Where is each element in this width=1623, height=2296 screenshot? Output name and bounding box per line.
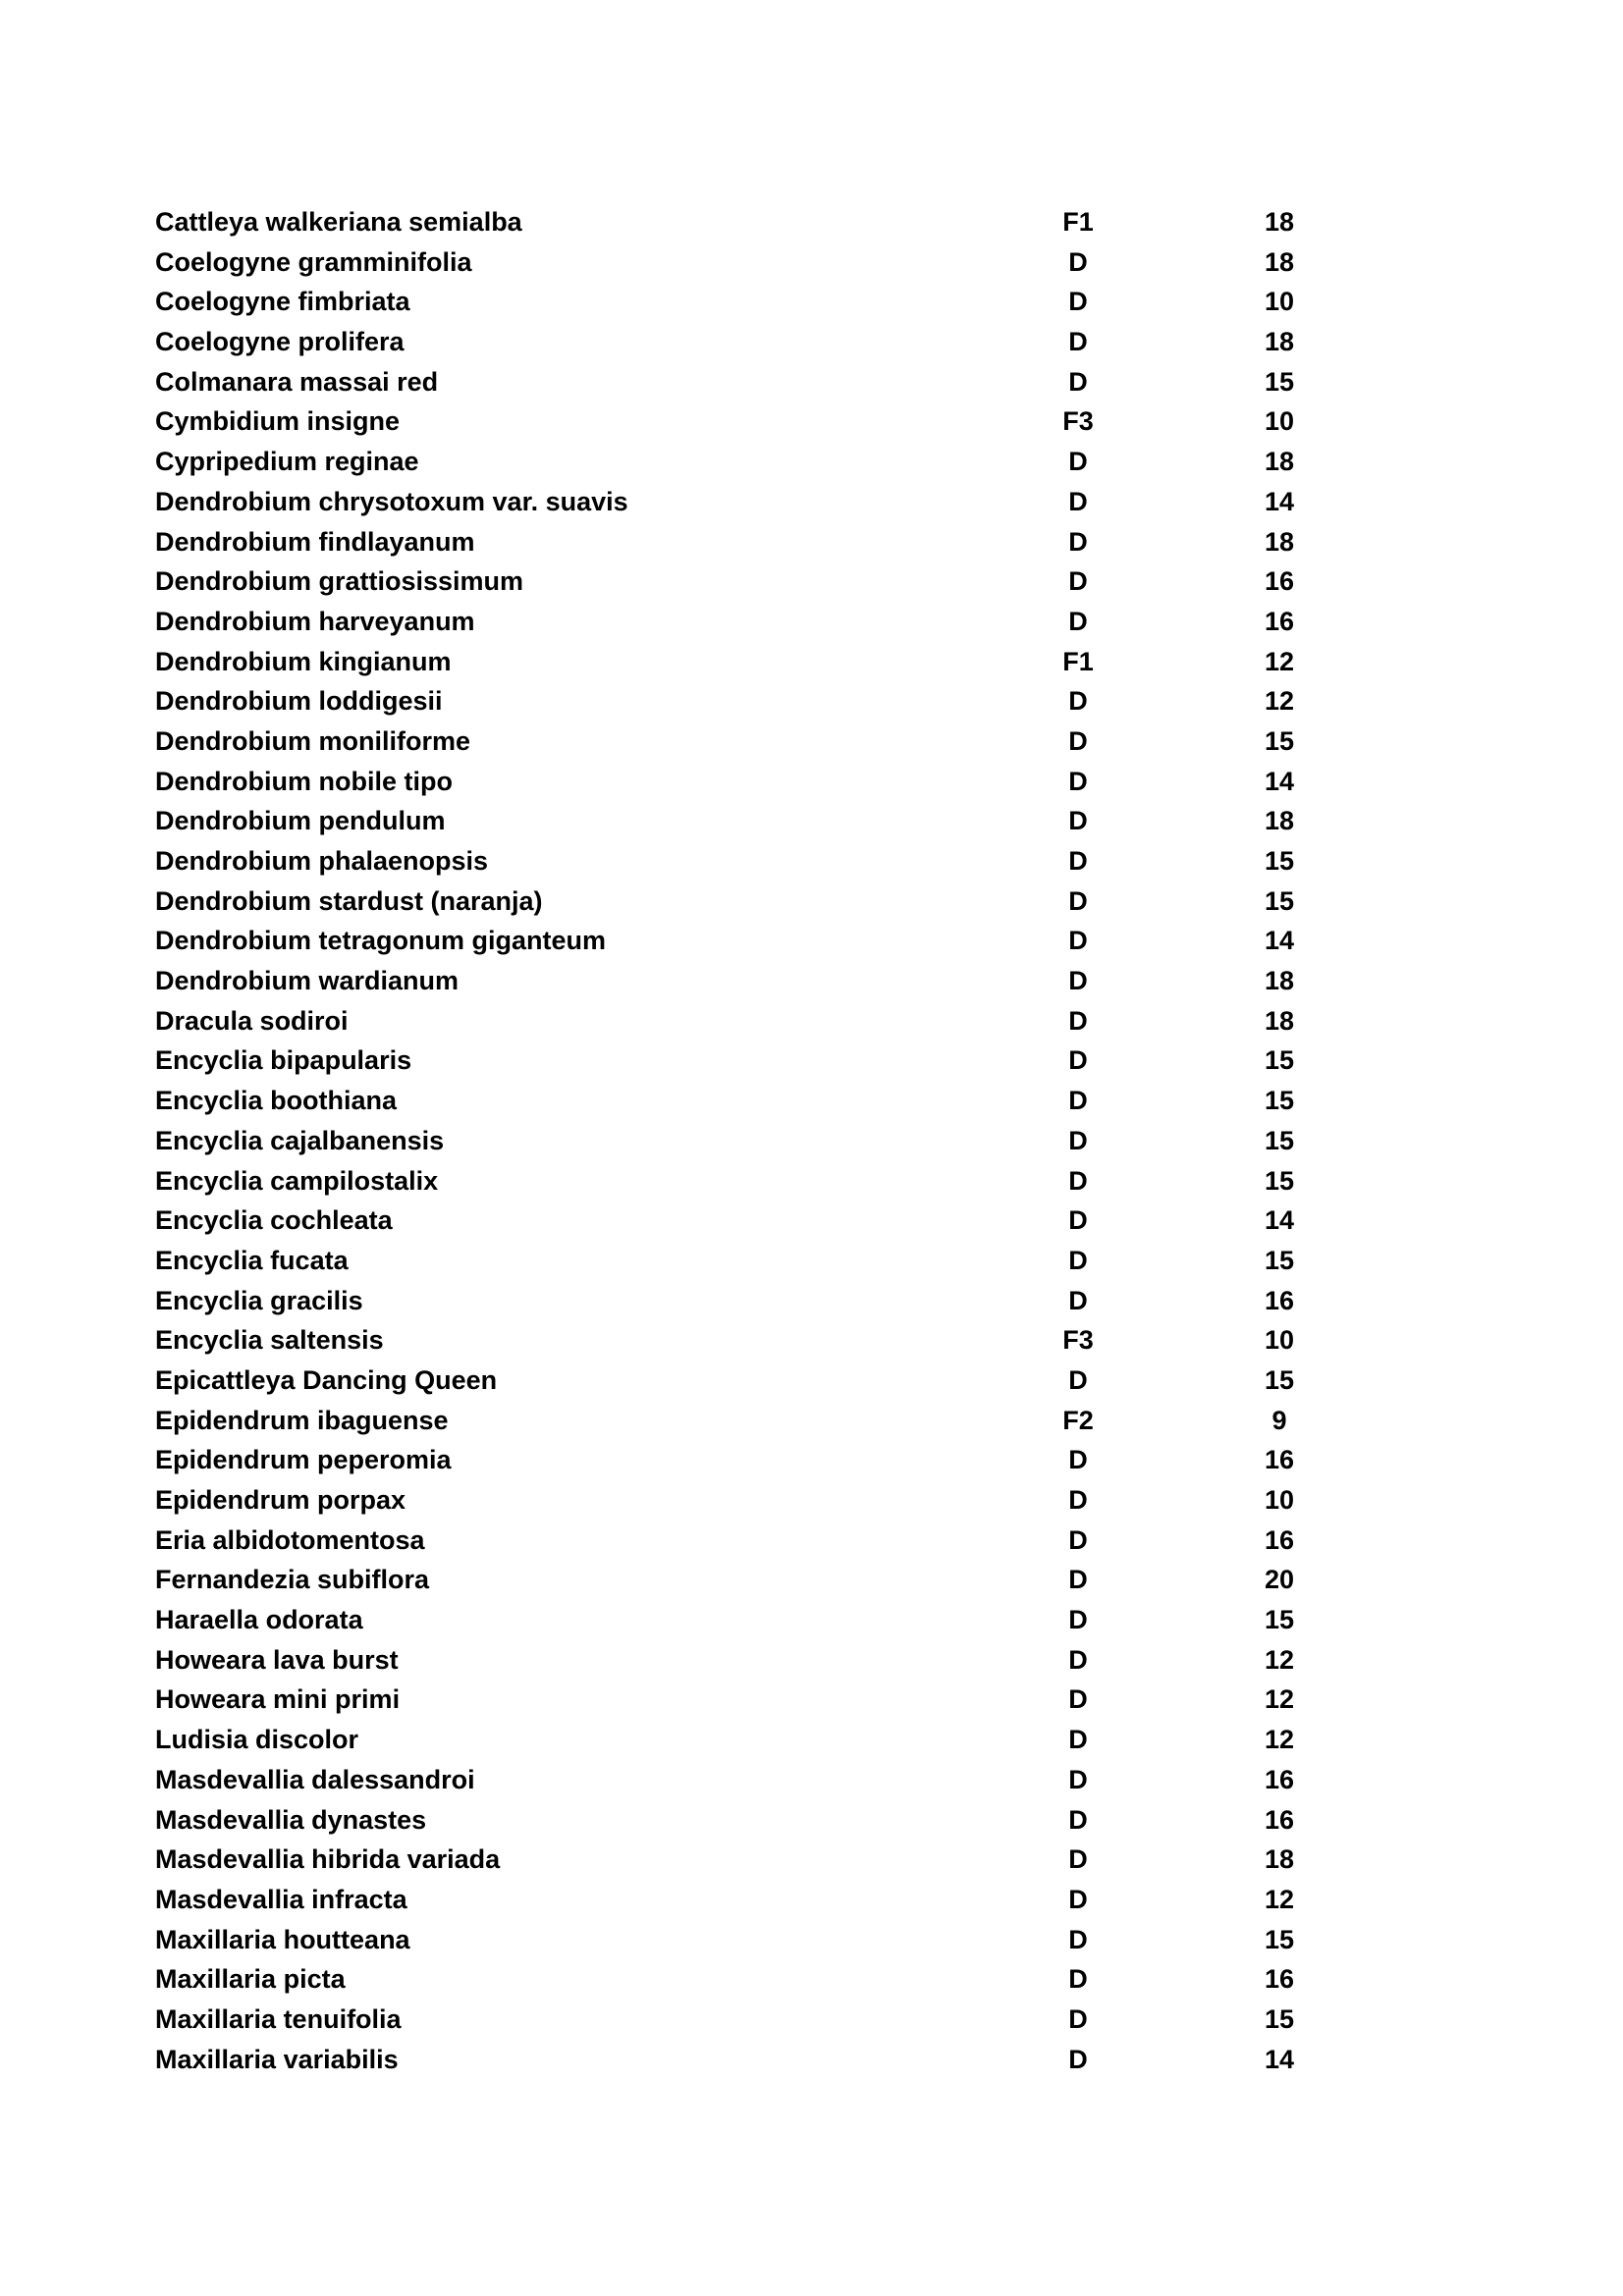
species-code: D: [1068, 1485, 1088, 1515]
species-code: D: [1068, 1684, 1088, 1715]
species-number: 10: [1264, 406, 1295, 437]
species-name: Encyclia gracilis: [155, 1285, 363, 1315]
species-name: Haraella odorata: [155, 1605, 363, 1635]
species-code: D: [1068, 1285, 1088, 1315]
table-row: [155, 2040, 1333, 2080]
species-number: 18: [1264, 1844, 1295, 1875]
species-code: D: [1068, 287, 1088, 317]
species-number: 18: [1264, 327, 1295, 357]
species-name: Howeara lava burst: [155, 1644, 399, 1675]
table-row: [155, 1361, 1333, 1401]
species-name: Encyclia cochleata: [155, 1205, 393, 1236]
table-row: [155, 1720, 1333, 1760]
species-name: Ludisia discolor: [155, 1725, 359, 1755]
species-name: Epidendrum ibaguense: [155, 1405, 449, 1435]
species-number: 16: [1264, 1524, 1295, 1555]
table-row: [155, 881, 1333, 922]
table-row: [155, 1959, 1333, 2000]
species-name: Fernandezia subiflora: [155, 1565, 430, 1595]
table-row: [155, 362, 1333, 402]
species-name: Masdevallia dynastes: [155, 1804, 427, 1835]
species-name: Dendrobium moniliforme: [155, 725, 471, 756]
species-name: Epidendrum peperomia: [155, 1445, 452, 1475]
species-name: Encyclia campilostalix: [155, 1165, 439, 1196]
table-row: [155, 442, 1333, 482]
table-row: [155, 1401, 1333, 1441]
species-number: 15: [1264, 1045, 1295, 1076]
species-name: Dendrobium findlayanum: [155, 526, 475, 557]
species-name: Colmanara massai red: [155, 366, 439, 397]
species-code: F3: [1062, 1325, 1094, 1356]
species-name: Encyclia saltensis: [155, 1325, 384, 1356]
species-number: 15: [1264, 885, 1295, 916]
species-name: Coelogyne fimbriata: [155, 287, 410, 317]
species-code: D: [1068, 1165, 1088, 1196]
species-code: D: [1068, 526, 1088, 557]
species-name: Cypripedium reginae: [155, 447, 419, 477]
species-code: D: [1068, 1125, 1088, 1155]
species-code: D: [1068, 246, 1088, 277]
table-row: [155, 681, 1333, 721]
table-row: [155, 1760, 1333, 1800]
species-number: 16: [1264, 1964, 1295, 1995]
species-number: 18: [1264, 806, 1295, 836]
table-row: [155, 921, 1333, 961]
table-row: [155, 1480, 1333, 1521]
species-number: 15: [1264, 1086, 1295, 1116]
table-row: [155, 721, 1333, 762]
species-name: Encyclia bipapularis: [155, 1045, 412, 1076]
table-row: [155, 1680, 1333, 1720]
table-row: [155, 841, 1333, 881]
species-name: Dendrobium loddigesii: [155, 686, 443, 717]
species-name: Dendrobium stardust (naranja): [155, 885, 543, 916]
species-code: D: [1068, 1245, 1088, 1275]
species-number: 12: [1264, 686, 1295, 717]
species-number: 18: [1264, 207, 1295, 237]
species-number: 18: [1264, 1005, 1295, 1036]
species-name: Dendrobium phalaenopsis: [155, 846, 489, 876]
species-number: 16: [1264, 1764, 1295, 1794]
species-number: 12: [1264, 646, 1295, 676]
species-code: D: [1068, 1364, 1088, 1395]
table-row: [155, 762, 1333, 802]
species-code: D: [1068, 1964, 1088, 1995]
species-number: 14: [1264, 2044, 1295, 2074]
table-row: [155, 482, 1333, 522]
species-code: D: [1068, 766, 1088, 796]
species-number: 14: [1264, 766, 1295, 796]
species-code: D: [1068, 926, 1088, 956]
species-name: Dendrobium harveyanum: [155, 606, 475, 636]
table-row: [155, 1440, 1333, 1480]
species-code: D: [1068, 1524, 1088, 1555]
table-row: [155, 1880, 1333, 1920]
species-number: 18: [1264, 966, 1295, 996]
species-name: Dendrobium wardianum: [155, 966, 460, 996]
species-name: Cattleya walkeriana semialba: [155, 207, 522, 237]
table-row: [155, 1640, 1333, 1681]
species-number: 10: [1264, 1485, 1295, 1515]
table-row: [155, 1521, 1333, 1561]
species-number: 9: [1271, 1405, 1287, 1435]
species-code: D: [1068, 327, 1088, 357]
species-number: 15: [1264, 1364, 1295, 1395]
species-name: Epicattleya Dancing Queen: [155, 1364, 498, 1395]
species-name: Masdevallia hibrida variada: [155, 1844, 501, 1875]
table-row: [155, 1161, 1333, 1201]
table-row: [155, 282, 1333, 322]
species-name: Maxillaria tenuifolia: [155, 2003, 402, 2034]
species-code: D: [1068, 1605, 1088, 1635]
species-number: 12: [1264, 1644, 1295, 1675]
species-number: 12: [1264, 1684, 1295, 1715]
species-code: F2: [1062, 1405, 1094, 1435]
table-row: [155, 1840, 1333, 1880]
table-row: [155, 322, 1333, 362]
species-number: 14: [1264, 926, 1295, 956]
species-name: Coelogyne prolifera: [155, 327, 405, 357]
species-code: D: [1068, 2003, 1088, 2034]
species-name: Cymbidium insigne: [155, 406, 401, 437]
table-row: [155, 1560, 1333, 1600]
table-row: [155, 1081, 1333, 1121]
table-row: [155, 1800, 1333, 1841]
species-code: D: [1068, 1086, 1088, 1116]
table-row: [155, 801, 1333, 841]
species-code: D: [1068, 1884, 1088, 1914]
species-name: Masdevallia infracta: [155, 1884, 407, 1914]
species-code: D: [1068, 1005, 1088, 1036]
species-code: D: [1068, 1844, 1088, 1875]
species-number: 12: [1264, 1725, 1295, 1755]
species-code: D: [1068, 486, 1088, 516]
species-name: Dendrobium kingianum: [155, 646, 452, 676]
species-name: Encyclia boothiana: [155, 1086, 398, 1116]
species-number: 20: [1264, 1565, 1295, 1595]
species-number: 15: [1264, 1245, 1295, 1275]
table-row: [155, 1600, 1333, 1640]
species-number: 14: [1264, 1205, 1295, 1236]
species-code: D: [1068, 686, 1088, 717]
species-code: F1: [1062, 207, 1094, 237]
species-number: 16: [1264, 1285, 1295, 1315]
table-row: [155, 522, 1333, 562]
species-code: D: [1068, 1725, 1088, 1755]
species-number: 15: [1264, 1125, 1295, 1155]
species-code: D: [1068, 1804, 1088, 1835]
species-name: Dendrobium grattiosissimum: [155, 566, 524, 597]
species-name: Eria albidotomentosa: [155, 1524, 425, 1555]
species-number: 18: [1264, 246, 1295, 277]
table-row: [155, 1001, 1333, 1041]
species-number: 16: [1264, 1445, 1295, 1475]
species-code: D: [1068, 885, 1088, 916]
species-code: D: [1068, 2044, 1088, 2074]
table-row: [155, 2000, 1333, 2040]
species-code: D: [1068, 1565, 1088, 1595]
species-number: 16: [1264, 1804, 1295, 1835]
species-code: D: [1068, 606, 1088, 636]
species-name: Dendrobium pendulum: [155, 806, 446, 836]
species-name: Encyclia fucata: [155, 1245, 349, 1275]
species-code: D: [1068, 1205, 1088, 1236]
table-row: [155, 242, 1333, 283]
table-row: [155, 602, 1333, 642]
species-code: D: [1068, 447, 1088, 477]
species-number: 15: [1264, 846, 1295, 876]
species-name: Maxillaria variabilis: [155, 2044, 399, 2074]
species-code: D: [1068, 566, 1088, 597]
species-code: D: [1068, 1764, 1088, 1794]
species-code: D: [1068, 966, 1088, 996]
species-name: Maxillaria houtteana: [155, 1924, 410, 1954]
table-row: [155, 1041, 1333, 1081]
species-code: D: [1068, 1445, 1088, 1475]
species-name: Epidendrum porpax: [155, 1485, 406, 1515]
species-code: D: [1068, 1045, 1088, 1076]
species-name: Coelogyne gramminifolia: [155, 246, 472, 277]
species-number: 15: [1264, 1924, 1295, 1954]
table-row: [155, 1320, 1333, 1361]
table-row: [155, 561, 1333, 602]
species-number: 16: [1264, 606, 1295, 636]
species-number: 15: [1264, 366, 1295, 397]
species-code: F1: [1062, 646, 1094, 676]
species-number: 10: [1264, 1325, 1295, 1356]
species-number: 15: [1264, 1165, 1295, 1196]
species-number: 14: [1264, 486, 1295, 516]
species-name: Maxillaria picta: [155, 1964, 346, 1995]
species-name: Dendrobium chrysotoxum var. suavis: [155, 486, 628, 516]
species-number: 18: [1264, 526, 1295, 557]
species-code: D: [1068, 846, 1088, 876]
species-code: D: [1068, 1924, 1088, 1954]
table-row: [155, 202, 1333, 242]
species-number: 15: [1264, 725, 1295, 756]
table-row: [155, 642, 1333, 682]
species-list: [155, 202, 1333, 2079]
species-code: D: [1068, 1644, 1088, 1675]
species-number: 16: [1264, 566, 1295, 597]
species-code: D: [1068, 806, 1088, 836]
species-name: Masdevallia dalessandroi: [155, 1764, 475, 1794]
table-row: [155, 1201, 1333, 1241]
species-code: D: [1068, 725, 1088, 756]
table-row: [155, 1920, 1333, 1960]
table-row: [155, 1121, 1333, 1161]
species-name: Dendrobium nobile tipo: [155, 766, 453, 796]
species-name: Howeara mini primi: [155, 1684, 401, 1715]
species-code: F3: [1062, 406, 1094, 437]
species-number: 15: [1264, 2003, 1295, 2034]
table-row: [155, 1281, 1333, 1321]
species-number: 12: [1264, 1884, 1295, 1914]
species-code: D: [1068, 366, 1088, 397]
species-name: Dracula sodiroi: [155, 1005, 349, 1036]
species-number: 18: [1264, 447, 1295, 477]
species-name: Dendrobium tetragonum giganteum: [155, 926, 606, 956]
species-number: 15: [1264, 1605, 1295, 1635]
table-row: [155, 961, 1333, 1001]
table-row: [155, 1241, 1333, 1281]
species-number: 10: [1264, 287, 1295, 317]
table-row: [155, 401, 1333, 442]
species-name: Encyclia cajalbanensis: [155, 1125, 445, 1155]
